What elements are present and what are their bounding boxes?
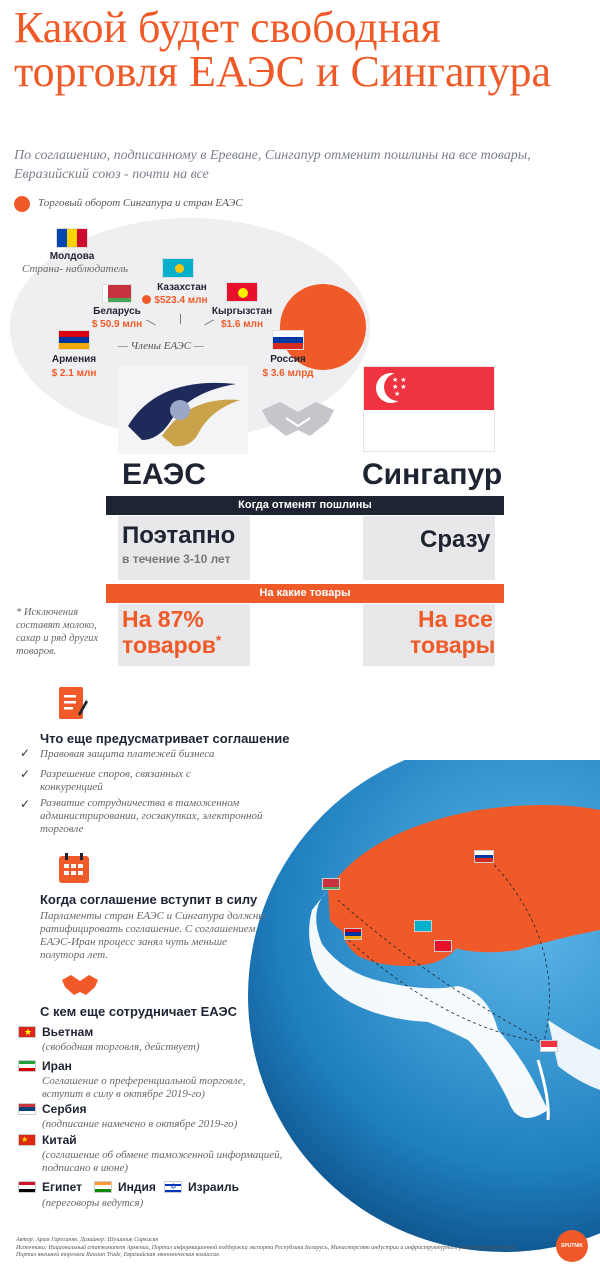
belarus-flag bbox=[102, 284, 132, 303]
partner-israel: Израиль bbox=[188, 1180, 239, 1194]
effect-text: Парламенты стран ЕАЭС и Сингапура должны ратифицировать соглашение. С соглашением ЕАЭС-Иран процесс занял чуть меньше полутора лет. bbox=[40, 910, 266, 961]
partner-serbia: Сербия bbox=[42, 1102, 87, 1116]
partners-title: С кем еще сотрудничает ЕАЭС bbox=[40, 1004, 238, 1019]
partner-india: Индия bbox=[118, 1180, 156, 1194]
partners-talks-note: (переговоры ведутся) bbox=[42, 1197, 144, 1209]
vietnam-flag: ★ bbox=[18, 1026, 36, 1038]
agreement-title: Что еще предусматривает соглашение bbox=[40, 731, 290, 746]
globe-belarus-flag bbox=[322, 878, 340, 890]
page-title: Какой будет свободная торговля ЕАЭС и Сингапура bbox=[14, 3, 552, 96]
moldova-flag bbox=[56, 228, 88, 248]
kyrgyzstan-name: Кыргызстан bbox=[211, 306, 273, 317]
partner-egypt: Египет bbox=[42, 1180, 83, 1194]
bar-what: На какие товары bbox=[106, 584, 504, 603]
russia-name: Россия bbox=[270, 354, 306, 365]
kyrgyzstan-flag bbox=[226, 282, 258, 302]
check-icon: ✓ bbox=[20, 746, 31, 760]
partner-vietnam: Вьетнам bbox=[42, 1025, 94, 1039]
agreement-item-3: Развитие сотрудничества в таможенном администрировании, госзакупках, электронной торговле bbox=[40, 797, 263, 835]
kazakhstan-flag bbox=[162, 258, 194, 278]
handshake-icon bbox=[258, 392, 338, 442]
partner-serbia-note: (подписание намечено в октябре 2019-го) bbox=[42, 1118, 238, 1130]
globe-kyrgyzstan-flag bbox=[434, 940, 452, 952]
check-icon: ✓ bbox=[20, 797, 31, 811]
globe bbox=[248, 760, 600, 1264]
partner-china-note: (соглашение об обмене таможенной информацией, подписано в июне) bbox=[42, 1149, 283, 1174]
moldova-note: Страна- наблюдатель bbox=[22, 263, 128, 275]
bar-when: Когда отменят пошлины bbox=[106, 496, 504, 515]
credits-sources: Источники: Национальный статкомитет Армении, Портал информационной поддержки экспорта Республики Беларусь, Министерство индустрии и инфраструктурного развития Казахстана, Портал внешней торговли Russian Trade, Евразийская экономическая комиссия bbox=[16, 1245, 517, 1258]
globe-armenia-flag bbox=[344, 928, 362, 940]
sputnik-logo-text: SPUTNIK bbox=[561, 1243, 583, 1249]
eaeu-when: Поэтапно bbox=[122, 522, 236, 549]
serbia-flag bbox=[18, 1103, 36, 1115]
armenia-flag bbox=[58, 330, 90, 350]
armenia-value: $ 2.1 млн bbox=[51, 368, 97, 379]
partner-china: Китай bbox=[42, 1133, 77, 1147]
kazakhstan-value: $523.4 млн bbox=[154, 295, 208, 306]
partner-iran-note: Соглашение о преференциальной торговле, вступит в силу в октябре 2019-го) bbox=[42, 1075, 246, 1100]
kazakhstan-name: Казахстан bbox=[157, 282, 207, 293]
israel-flag: ✡ bbox=[164, 1181, 182, 1193]
effect-title: Когда соглашение вступит в силу bbox=[40, 892, 258, 907]
moldova-name: Молдова bbox=[49, 251, 95, 262]
check-icon: ✓ bbox=[20, 767, 31, 781]
globe-russia-flag bbox=[474, 850, 494, 863]
kyrgyzstan-value: $1.6 млн bbox=[220, 319, 264, 330]
document-icon bbox=[58, 686, 88, 722]
india-flag bbox=[94, 1181, 112, 1193]
eaeu-label: ЕАЭС bbox=[122, 458, 206, 491]
eaeu-what-2-text: товаров bbox=[122, 632, 216, 658]
agreement-item-2: Разрешение споров, связанных с конкуренцией bbox=[40, 768, 191, 793]
credits-author: Автор: Арам Гарегинян. Дизайнер: Шушаник Саркисян bbox=[16, 1237, 159, 1243]
sputnik-logo bbox=[556, 1230, 588, 1262]
armenia-name: Армения bbox=[51, 354, 97, 365]
agreement-item-1: Правовая защита платежей бизнеса bbox=[40, 748, 215, 760]
partner-iran: Иран bbox=[42, 1059, 72, 1073]
subtitle: По соглашению, подписанному в Ереване, Сингапур отменит пошлины на все товары, Евразийский союз - почти на все bbox=[14, 148, 531, 182]
russia-flag bbox=[272, 330, 304, 350]
members-label: — Члены ЕАЭС — bbox=[118, 340, 204, 352]
globe-singapore-flag bbox=[540, 1040, 558, 1052]
center-tick-1 bbox=[180, 314, 181, 324]
belarus-name: Беларусь bbox=[93, 306, 141, 317]
globe-kazakhstan-flag bbox=[414, 920, 432, 932]
sg-what-1: На все bbox=[418, 606, 493, 632]
russia-value: $ 3.6 млрд bbox=[262, 368, 314, 379]
eaeu-what-2 bbox=[122, 632, 221, 659]
eaeu-logo bbox=[118, 366, 248, 454]
eaeu-when-note: в течение 3-10 лет bbox=[122, 552, 231, 566]
legend-label: Торговый оборот Сингапура и стран ЕАЭС bbox=[38, 197, 243, 209]
footnote: * Исключения составят молоко, сахар и ряд других товаров. bbox=[16, 607, 99, 657]
eaeu-what-1: На 87% bbox=[122, 606, 204, 632]
handshake-orange-icon bbox=[60, 970, 100, 1000]
sg-what-2: товары bbox=[410, 632, 496, 658]
belarus-value: $ 50.9 млн bbox=[91, 319, 143, 330]
singapore-flag: ★ ★ ★ ★ ★ bbox=[363, 366, 495, 452]
singapore-label: Сингапур bbox=[362, 458, 503, 491]
egypt-flag bbox=[18, 1181, 36, 1193]
sg-when: Сразу bbox=[420, 526, 491, 553]
iran-flag bbox=[18, 1060, 36, 1072]
eaeu-what-star: * bbox=[215, 632, 222, 648]
legend-dot bbox=[14, 196, 30, 212]
calendar-icon bbox=[58, 852, 90, 884]
partner-vietnam-note: (свободная торговля, действует) bbox=[42, 1041, 200, 1053]
china-flag: ★ bbox=[18, 1134, 36, 1146]
